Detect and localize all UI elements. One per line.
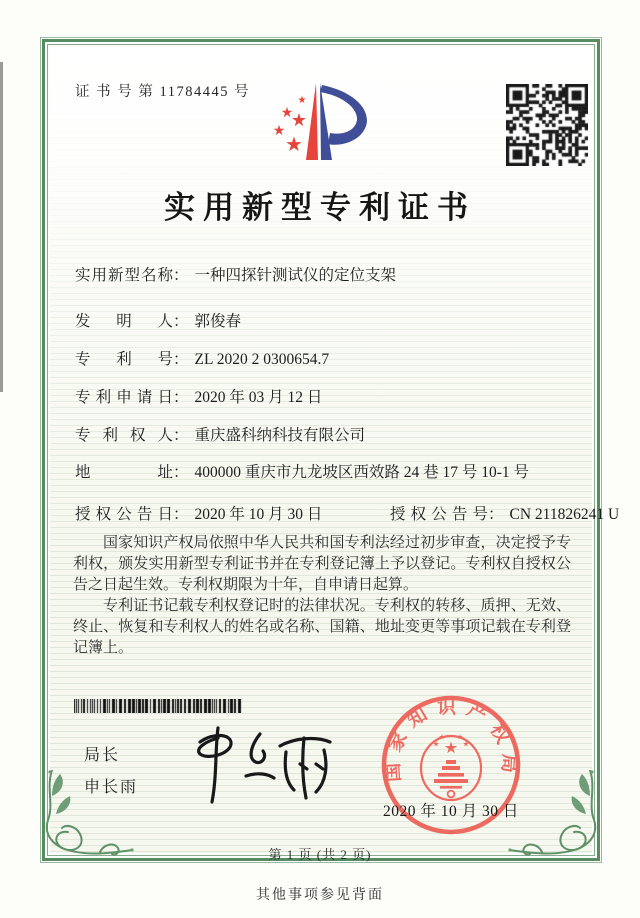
field-label: 授权公告日 [75,506,173,523]
field-row-patentee: 专利权人： 重庆盛科纳科技有限公司 [75,423,365,445]
field-label: 发明人 [75,313,173,330]
back-note: 其他事项参见背面 [256,888,384,903]
field-row-name: 实用新型名称： 一种四探针测试仪的定位支架 [75,263,396,285]
seal-date: 2020 年 10 月 30 日 [383,803,519,820]
star-icon [273,125,286,139]
field-row-grant: 授权公告日： 2020 年 10 月 30 日 授权公告号： CN 211826241 U [75,502,322,524]
field-value: 400000 重庆市九龙坡区西效路 24 巷 17 号 10-1 号 [194,464,530,481]
legal-text [73,533,571,659]
paragraph-1: 国家知识产权局依照中华人民共和国专利法经过初步审查，决定授予专利权，颁发实用新型专利证书并在专利登记簿上予以登记。专利权自授权公告之日起生效。专利权期限为十年，自申请日起算。 [73,535,571,593]
field-label: 地址 [75,464,173,481]
scan-edge-artifact [0,62,3,392]
cnipa-logo-icon [268,78,380,172]
paragraph-2: 专利证书记载专利权登记时的法律状况。专利权的转移、质押、无效、终止、恢复和专利权人的姓名或名称、国籍、地址变更等事项记载在专利登记簿上。 [73,598,571,656]
barcode [74,699,242,713]
grant-number-group: 授权公告号： CN 211826241 U [390,502,619,524]
page-indicator: 第 1 页 (共 2 页) [268,847,372,862]
field-label: 实用新型名称 [75,267,173,284]
signer-name: 申长雨 [84,779,139,796]
field-value: 重庆盛科纳科技有限公司 [194,427,366,444]
certificate-number: 证 书 号 第 11784445 号 [75,84,251,100]
field-value: 2020 年 10 月 30 日 [194,506,323,523]
page-title: 实用新型专利证书 [164,190,476,225]
field-label: 授权公告号 [390,506,488,523]
qr-code [506,84,588,166]
field-label: 专利权人 [75,427,173,444]
field-label: 专利号 [75,351,173,368]
field-row-patent-no: 专利号： ZL 2020 2 0300654.7 [75,347,329,369]
field-label: 专利申请日 [75,389,173,406]
star-icon [291,111,307,129]
handwritten-signature [188,720,338,808]
field-row-inventor: 发明人： 郭俊春 [75,309,241,331]
national-emblem-icon [421,734,481,800]
star-icon [298,96,307,106]
seal-ring-text: 国家知识产权局 [382,696,520,783]
signer-title: 局长 [84,747,121,764]
field-row-filing-date: 专利申请日： 2020 年 03 月 12 日 [75,385,322,407]
field-value: 一种四探针测试仪的定位支架 [194,267,397,284]
field-value: 2020 年 03 月 12 日 [194,389,323,406]
field-value: ZL 2020 2 0300654.7 [194,351,330,368]
field-row-address: 地址： 400000 重庆市九龙坡区西效路 24 巷 17 号 10-1 号 [75,460,529,482]
field-value: CN 211826241 U [509,506,620,523]
star-icon [285,135,303,155]
field-value: 郭俊春 [194,313,242,330]
